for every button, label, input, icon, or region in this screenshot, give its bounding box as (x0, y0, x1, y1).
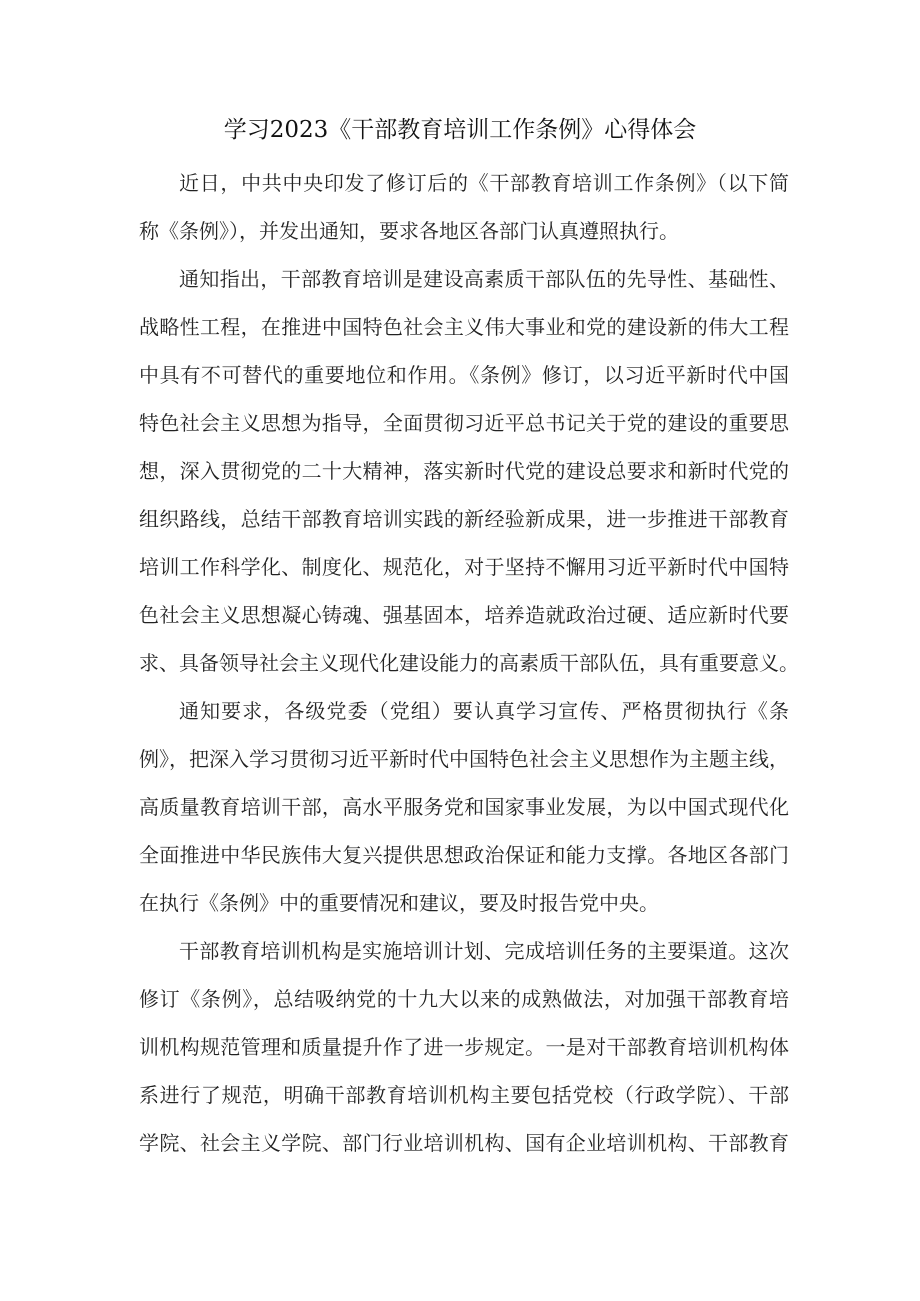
text-line: 培训工作科学化、制度化、规范化，对于坚持不懈用习近平新时代中国特 (139, 555, 789, 579)
text-line: 通知要求，各级党委（党组）要认真学习宣传、严格贯彻执行《条 (179, 699, 789, 723)
text-line: 在执行《条例》中的重要情况和建议，要及时报告党中央。 (139, 891, 659, 915)
text-line: 学院、社会主义学院、部门行业培训机构、国有企业培训机构、干部教育 (139, 1131, 789, 1155)
text-line: 通知指出，干部教育培训是建设高素质干部队伍的先导性、基础性、 (179, 267, 789, 291)
paragraph (139, 687, 789, 927)
document-body (139, 159, 799, 1167)
text-line: 特色社会主义思想为指导，全面贯彻习近平总书记关于党的建设的重要思 (139, 411, 789, 435)
text-line: 战略性工程，在推进中国特色社会主义伟大事业和党的建设新的伟大工程 (139, 315, 789, 339)
text-line: 干部教育培训机构是实施培训计划、完成培训任务的主要渠道。这次 (179, 939, 789, 963)
text-line: 组织路线，总结干部教育培训实践的新经验新成果，进一步推进干部教育 (139, 507, 789, 531)
text-line: 高质量教育培训干部，高水平服务党和国家事业发展，为以中国式现代化 (139, 795, 789, 819)
text-line: 修订《条例》，总结吸纳党的十九大以来的成熟做法，对加强干部教育培 (139, 987, 789, 1011)
text-line: 全面推进中华民族伟大复兴提供思想政治保证和能力支撑。各地区各部门 (139, 843, 789, 867)
text-line: 称《条例》），并发出通知，要求各地区各部门认真遵照执行。 (139, 219, 679, 243)
text-line: 中具有不可替代的重要地位和作用。《条例》修订，以习近平新时代中国 (139, 363, 789, 387)
text-line: 求、具备领导社会主义现代化建设能力的高素质干部队伍，具有重要意义。 (139, 651, 799, 675)
text-line: 例》，把深入学习贯彻习近平新时代中国特色社会主义思想作为主题主线， (139, 747, 789, 771)
document-title: 学习2023《干部教育培训工作条例》心得体会 (223, 117, 697, 143)
text-line: 色社会主义思想凝心铸魂、强基固本，培养造就政治过硬、适应新时代要 (139, 603, 789, 627)
text-line: 系进行了规范，明确干部教育培训机构主要包括党校（行政学院）、干部 (139, 1083, 789, 1107)
paragraph (139, 927, 789, 1167)
paragraph (139, 159, 789, 255)
text-line: 训机构规范管理和质量提升作了进一步规定。一是对干部教育培训机构体 (139, 1035, 789, 1059)
text-line: 想，深入贯彻党的二十大精神，落实新时代党的建设总要求和新时代党的 (139, 459, 789, 483)
text-line: 近日，中共中央印发了修订后的《干部教育培训工作条例》（以下简 (179, 171, 789, 195)
paragraph (139, 255, 799, 687)
